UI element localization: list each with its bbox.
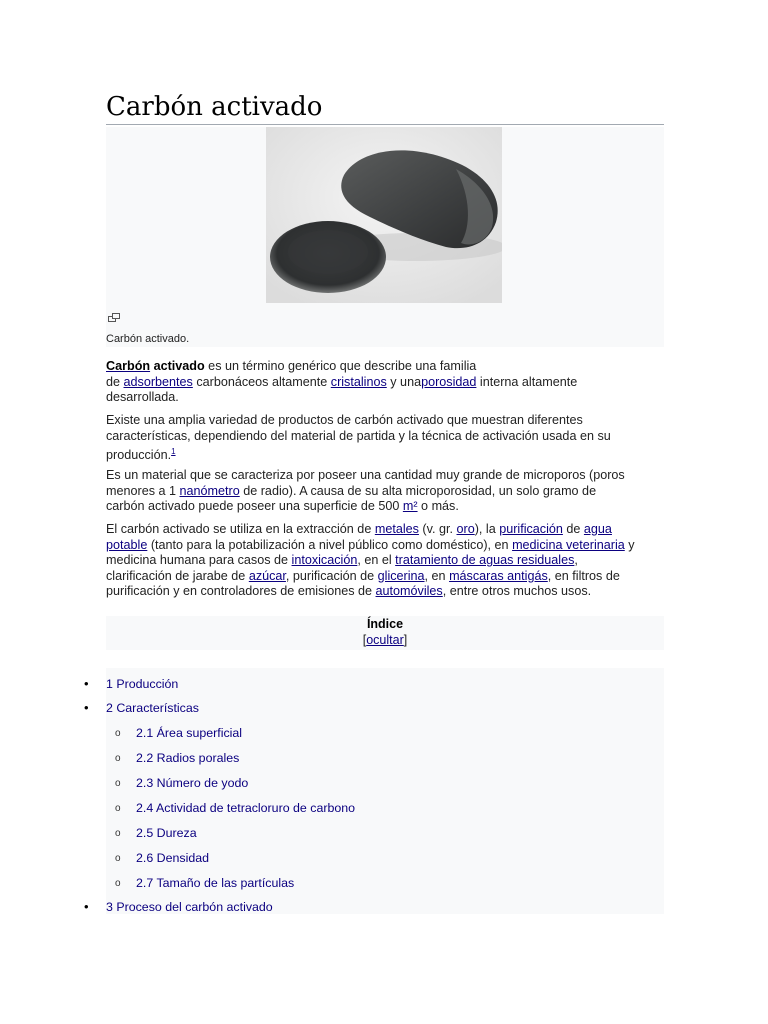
page-title: Carbón activado [106,90,664,125]
link-metro-cuadrado[interactable]: m² [402,499,418,514]
link-azucar[interactable]: azúcar [248,568,286,583]
toc-link-numero-yodo[interactable]: 2.3 Número de yodo [136,776,249,790]
link-porosidad[interactable]: porosidad [421,374,477,389]
link-carbon[interactable]: Carbón [106,359,151,373]
bold-activado: activado [153,359,205,373]
link-automoviles[interactable]: automóviles [375,584,443,599]
toc-link-dureza[interactable]: 2.5 Dureza [136,826,197,840]
toc-item: • 2 Características [84,700,199,715]
toc-hide-link[interactable]: ocultar [366,633,404,647]
uses-paragraph: El carbón activado se utiliza en la extracción de metales (v. gr. oro), la purificación de agua potable (tanto para la potabilización a nivel público como doméstico), en medicina veterinaria y medicina humana para casos de intoxicación, en el tratamiento de aguas residuales, clarificación de jarabe de azúcar, purificación de glicerina, en máscaras antigás, en filtros de purificación y en controladores de emisiones de automóviles, entre otros muchos usos. [106,522,635,599]
toc-toggle: [ocultar] [362,633,408,647]
thumbnail-figure [106,127,664,347]
activated-carbon-photo[interactable] [266,127,502,303]
toc-link-tamano-particulas[interactable]: 2.7 Tamaño de las partículas [136,876,295,890]
toc-link-radios-porales[interactable]: 2.2 Radios porales [136,751,240,765]
toc-link-caracteristicas[interactable]: 2 Características [106,701,199,715]
link-purificacion[interactable]: purificación [499,522,563,536]
link-tratamiento-aguas[interactable]: tratamiento de aguas residuales [395,553,575,568]
link-intoxicacion[interactable]: intoxicación [291,553,358,568]
link-potable[interactable]: potable [106,537,148,552]
link-adsorbentes[interactable]: adsorbentes [123,374,193,389]
link-nanometro[interactable]: nanómetro [179,483,240,498]
link-oro[interactable]: oro [456,522,475,536]
reference-1[interactable]: 1 [171,447,176,457]
toc-link-produccion[interactable]: 1 Producción [106,677,179,691]
link-mascaras-antigas[interactable]: máscaras antigás [449,568,548,583]
toc-header [106,616,664,650]
link-glicerina[interactable]: glicerina [377,568,425,583]
toc-link-proceso[interactable]: 3 Proceso del carbón activado [106,900,273,914]
toc-link-area-superficial[interactable]: 2.1 Área superficial [136,726,243,740]
toc-link-tetracloruro[interactable]: 2.4 Actividad de tetracloruro de carbono [136,801,356,815]
figure-caption: Carbón activado. [106,333,190,345]
link-medicina-veterinaria[interactable]: medicina veterinaria [512,537,625,552]
link-cristalinos[interactable]: cristalinos [330,374,387,389]
magnify-clip-icon[interactable] [108,313,120,322]
link-metales[interactable]: metales [374,522,419,536]
toc-link-densidad[interactable]: 2.6 Densidad [136,851,210,865]
link-agua[interactable]: agua [583,522,612,536]
toc-item: • 3 Proceso del carbón activado [84,899,273,914]
microporosity-paragraph: Es un material que se caracteriza por poseer una cantidad muy grande de microporos (poros menores a 1 nanómetro de radio). A causa de su alta microporosidad, un solo gramo de carbón activado puede poseer una superficie de 500 m² o más. [106,468,625,514]
intro-paragraph: Carbón activado es un término genérico que describe una familia de adsorbentes carbonáceos altamente cristalinos y unaporosidad interna altamente desarrollada. [106,359,578,405]
toc-title: Índice [366,617,404,631]
toc-item: • 1 Producción [84,676,179,691]
variety-paragraph: Existe una amplia variedad de productos de carbón activado que muestran diferentes características, dependiendo del material de partida y la técnica de activación usada en su producción.$^1$ [106,413,611,463]
toc-list: • 1 Producción • 2 Características o 2.1 Área superficial o 2.2 Radios porales o 2.3 Número de yodo o 2.4 Actividad de tetracloruro de carbono o 2.5 Dureza o 2.6 Densidad o 2.7 Tamaño de las partículas • 3 Proceso del carbón activado [106,668,664,914]
